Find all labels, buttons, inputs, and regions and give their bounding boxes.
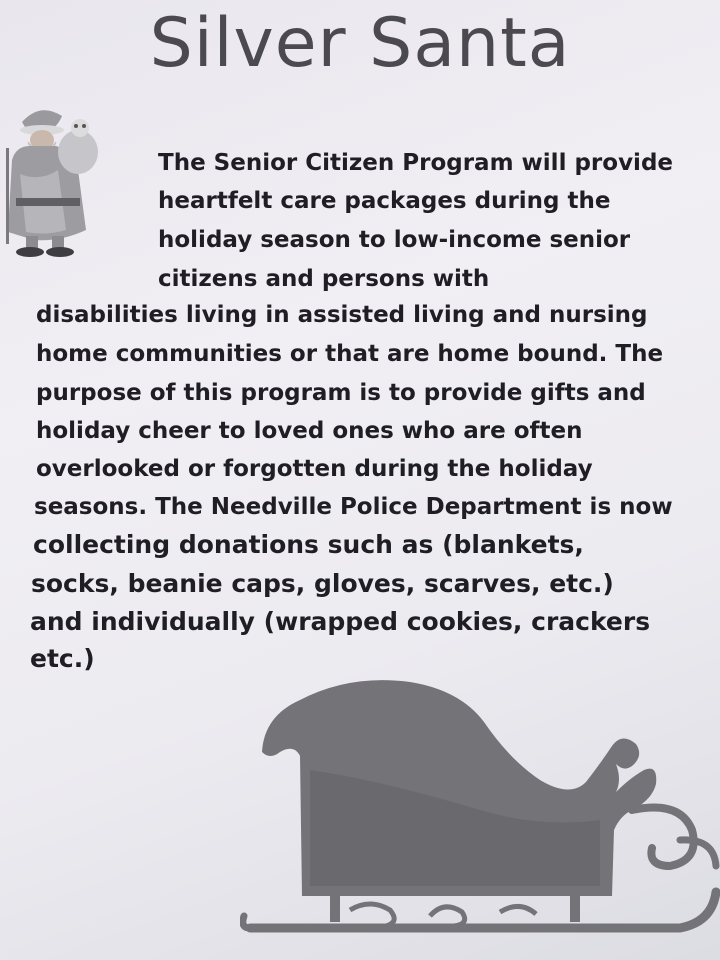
page-title: Silver Santa <box>149 4 571 83</box>
body-line-10: seasons. The Needville Police Department is now <box>34 494 673 520</box>
body-line-3: holiday season to low-income senior <box>158 227 631 253</box>
body-line-12: socks, beanie caps, gloves, scarves, etc.) <box>31 569 614 598</box>
body-line-6: home communities or that are home bound. The <box>36 341 664 367</box>
body-line-11: collecting donations such as (blankets, <box>33 530 584 559</box>
sleigh-icon <box>240 660 720 960</box>
body-line-4: citizens and persons with <box>158 266 490 292</box>
body-line-8: holiday cheer to loved ones who are often <box>36 418 583 444</box>
body-line-14: etc.) <box>30 644 95 673</box>
body-line-5: disabilities living in assisted living and nursing <box>36 302 648 328</box>
body-line-9: overlooked or forgotten during the holiday <box>36 456 593 482</box>
body-line-2: heartfelt care packages during the <box>158 188 611 214</box>
body-line-1: The Senior Citizen Program will provide <box>158 150 674 176</box>
body-line-7: purpose of this program is to provide gifts and <box>36 380 646 406</box>
body-line-13: and individually (wrapped cookies, crackers <box>30 607 651 636</box>
santa-figure-icon <box>0 100 110 260</box>
